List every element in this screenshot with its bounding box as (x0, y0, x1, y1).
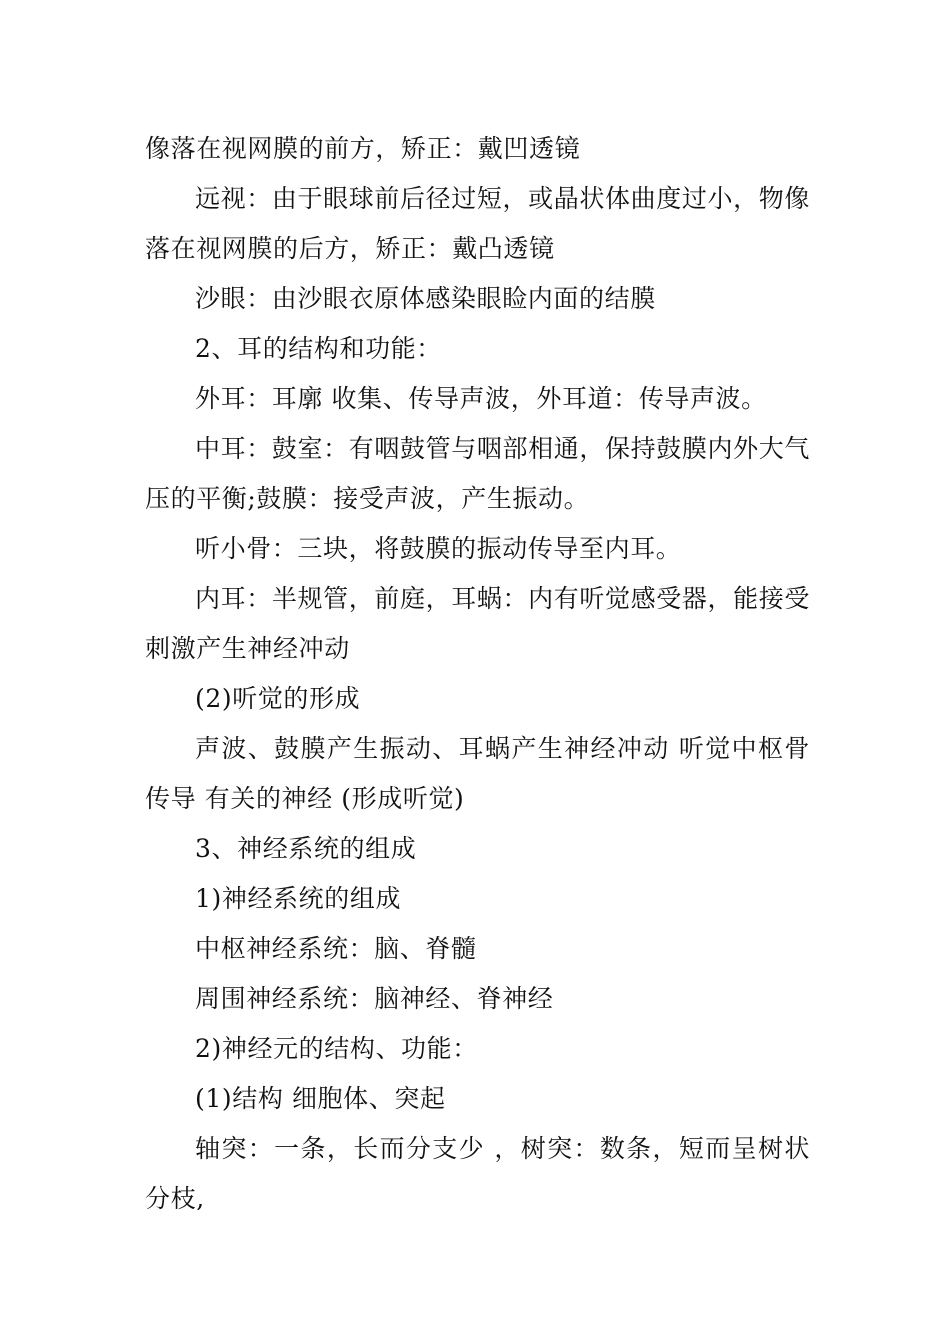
subsection-heading: 1)神经系统的组成 (195, 884, 402, 913)
paragraph: 内耳：半规管，前庭，耳蜗：内有听觉感受器，能接受刺激产生神经冲动 (145, 584, 810, 663)
paragraph: 像落在视网膜的前方，矫正：戴凹透镜 (145, 134, 581, 163)
paragraph: 听小骨：三块，将鼓膜的振动传导至内耳。 (195, 534, 682, 563)
section-heading: 3、神经系统的组成 (195, 834, 417, 863)
document-body (145, 124, 810, 1224)
section-heading: 2、耳的结构和功能： (195, 334, 442, 363)
paragraph: 沙眼：由沙眼衣原体感染眼睑内面的结膜 (195, 284, 656, 313)
subsection-heading: (2)听觉的形成 (195, 684, 361, 713)
paragraph: 外耳：耳廓 收集、传导声波，外耳道：传导声波。 (195, 384, 767, 413)
paragraph: (1)结构 细胞体、突起 (195, 1084, 446, 1113)
paragraph: 远视：由于眼球前后径过短，或晶状体曲度过小，物像落在视网膜的后方，矫正：戴凸透镜 (145, 184, 810, 263)
paragraph: 中枢神经系统：脑、脊髓 (195, 934, 477, 963)
subsection-heading: 2)神经元的结构、功能： (195, 1034, 478, 1063)
paragraph: 轴突：一条，长而分支少 ，树突：数条，短而呈树状分枝, (145, 1134, 810, 1213)
paragraph: 中耳：鼓室：有咽鼓管与咽部相通，保持鼓膜内外大气压的平衡;鼓膜：接受声波，产生振动。 (145, 434, 810, 513)
paragraph: 周围神经系统：脑神经、脊神经 (195, 984, 554, 1013)
paragraph: 声波、鼓膜产生振动、耳蜗产生神经冲动 听觉中枢骨传导 有关的神经 (形成听觉) (145, 734, 810, 813)
